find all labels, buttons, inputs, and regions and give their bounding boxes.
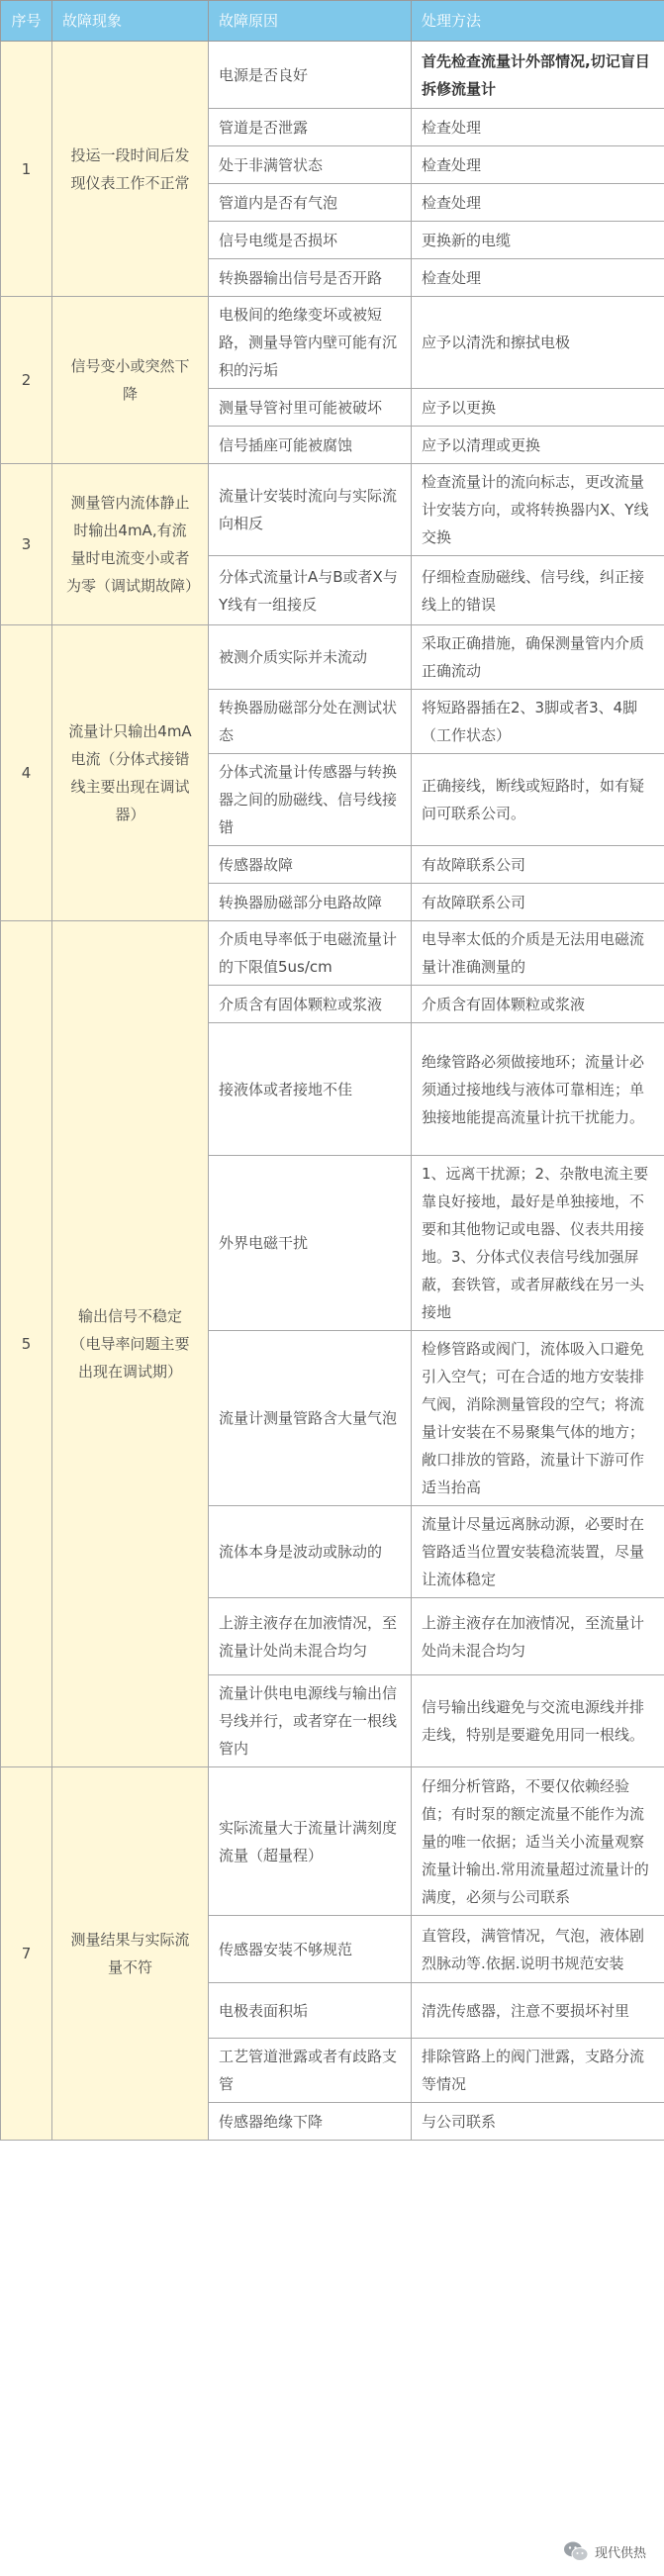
- method-cell: 检查处理: [412, 146, 664, 184]
- cause-cell: 接液体或者接地不佳: [209, 1023, 412, 1156]
- cause-cell: 实际流量大于流量计满刻度流量（超量程）: [209, 1767, 412, 1916]
- method-cell: 检查流量计的流向标志，更改流量计安装方向，或将转换器内X、Y线交换: [412, 464, 664, 556]
- cause-cell: 管道是否泄露: [209, 109, 412, 146]
- watermark: [563, 2540, 646, 2562]
- method-cell: 检查处理: [412, 259, 664, 297]
- method-cell: 上游主液存在加液情况，至流量计处尚未混合均匀: [412, 1598, 664, 1675]
- cause-cell: 被测介质实际并未流动: [209, 625, 412, 690]
- method-cell: 检查处理: [412, 109, 664, 146]
- cause-cell: 介质电导率低于电磁流量计的下限值5us/cm: [209, 921, 412, 986]
- seq-cell: 3: [1, 464, 52, 625]
- method-cell: 应予以清理或更换: [412, 427, 664, 464]
- phenomenon-cell: 测量结果与实际流量不符: [52, 1767, 209, 2141]
- method-cell: 电导率太低的介质是无法用电磁流量计准确测量的: [412, 921, 664, 986]
- method-cell: 绝缘管路必须做接地环；流量计必须通过接地线与液体可靠相连；单独接地能提高流量计抗干扰能力。: [412, 1023, 664, 1156]
- cause-cell: 分体式流量计A与B或者X与Y线有一组接反: [209, 556, 412, 625]
- phenomenon-cell: 输出信号不稳定（电导率问题主要出现在调试期）: [52, 921, 209, 1767]
- method-cell: 直管段，满管情况，气泡，液体剧烈脉动等.依据.说明书规范安装: [412, 1916, 664, 1983]
- cause-cell: 信号插座可能被腐蚀: [209, 427, 412, 464]
- method-cell: 更换新的电缆: [412, 222, 664, 259]
- phenomenon-cell: 信号变小或突然下降: [52, 297, 209, 464]
- cause-cell: 外界电磁干扰: [209, 1156, 412, 1331]
- method-cell: 首先检查流量计外部情况,切记盲目拆修流量计: [412, 42, 664, 109]
- cause-cell: 测量导管衬里可能被破坏: [209, 389, 412, 427]
- cause-cell: 介质含有固体颗粒或浆液: [209, 986, 412, 1023]
- cause-cell: 处于非满管状态: [209, 146, 412, 184]
- table-row: [1, 464, 664, 556]
- cause-cell: 传感器安装不够规范: [209, 1916, 412, 1983]
- cause-cell: 工艺管道泄露或者有歧路支管: [209, 2039, 412, 2103]
- method-cell: 仔细分析管路，不要仅依赖经验值；有时泵的额定流量不能作为流量的唯一依据；适当关小流量观察流量计输出.常用流量超过流量计的满度，必须与公司联系: [412, 1767, 664, 1916]
- seq-cell: 4: [1, 625, 52, 921]
- method-cell: 采取正确措施，确保测量管内介质正确流动: [412, 625, 664, 690]
- phenomenon-cell: 流量计只输出4mA电流（分体式接错线主要出现在调试器）: [52, 625, 209, 921]
- method-cell: 清洗传感器，注意不要损坏衬里: [412, 1983, 664, 2039]
- phenomenon-cell: 测量管内流体静止时输出4mA,有流量时电流变小或者为零（调试期故障）: [52, 464, 209, 625]
- cause-cell: 转换器励磁部分处在测试状态: [209, 690, 412, 754]
- seq-cell: 7: [1, 1767, 52, 2141]
- cause-cell: 转换器励磁部分电路故障: [209, 884, 412, 921]
- method-cell: 检修管路或阀门，流体吸入口避免引入空气；可在合适的地方安装排气阀，消除测量管段的空气；将流量计安装在不易聚集气体的地方；敞口排放的管路，流量计下游可作适当抬高: [412, 1331, 664, 1506]
- header-method: 处理方法: [412, 1, 664, 42]
- method-cell: 正确接线，断线或短路时，如有疑问可联系公司。: [412, 754, 664, 846]
- seq-cell: 2: [1, 297, 52, 464]
- table-row: [1, 42, 664, 109]
- seq-cell: 5: [1, 921, 52, 1767]
- method-cell: 应予以更换: [412, 389, 664, 427]
- cause-cell: 传感器故障: [209, 846, 412, 884]
- method-cell: 与公司联系: [412, 2103, 664, 2141]
- cause-cell: 流量计安装时流向与实际流向相反: [209, 464, 412, 556]
- cause-cell: 分体式流量计传感器与转换器之间的励磁线、信号线接错: [209, 754, 412, 846]
- cause-cell: 电极表面积垢: [209, 1983, 412, 2039]
- phenomenon-cell: 投运一段时间后发现仪表工作不正常: [52, 42, 209, 297]
- method-cell: 有故障联系公司: [412, 846, 664, 884]
- table-row: [1, 625, 664, 690]
- watermark-text: 现代供热: [594, 2545, 646, 2561]
- cause-cell: 电极间的绝缘变坏或被短路，测量导管内壁可能有沉积的污垢: [209, 297, 412, 389]
- cause-cell: 信号电缆是否损坏: [209, 222, 412, 259]
- cause-cell: 转换器输出信号是否开路: [209, 259, 412, 297]
- cause-cell: 上游主液存在加液情况，至流量计处尚未混合均匀: [209, 1598, 412, 1675]
- method-cell: 检查处理: [412, 184, 664, 222]
- cause-cell: 流量计测量管路含大量气泡: [209, 1331, 412, 1506]
- header-row: [1, 1, 664, 42]
- cause-cell: 流体本身是波动或脉动的: [209, 1506, 412, 1598]
- cause-cell: 管道内是否有气泡: [209, 184, 412, 222]
- table-row: [1, 297, 664, 389]
- header-phenomenon: 故障现象: [52, 1, 209, 42]
- header-cause: 故障原因: [209, 1, 412, 42]
- method-cell: 信号输出线避免与交流电源线并排走线，特别是要避免用同一根线。: [412, 1675, 664, 1767]
- method-cell: 排除管路上的阀门泄露，支路分流等情况: [412, 2039, 664, 2103]
- method-cell: 流量计尽量远离脉动源，必要时在管路适当位置安装稳流装置，尽量让流体稳定: [412, 1506, 664, 1598]
- table-row: [1, 921, 664, 986]
- table-body: [1, 42, 664, 2141]
- seq-cell: 1: [1, 42, 52, 297]
- table-row: [1, 1767, 664, 1916]
- wechat-logo-icon: [563, 2540, 589, 2562]
- method-cell: 介质含有固体颗粒或浆液: [412, 986, 664, 1023]
- cause-cell: 流量计供电电源线与输出信号线并行，或者穿在一根线管内: [209, 1675, 412, 1767]
- method-cell: 应予以清洗和擦拭电极: [412, 297, 664, 389]
- method-cell: 有故障联系公司: [412, 884, 664, 921]
- cause-cell: 电源是否良好: [209, 42, 412, 109]
- header-seq: 序号: [1, 1, 52, 42]
- method-cell: 1、远离干扰源；2、杂散电流主要靠良好接地，最好是单独接地，不要和其他物记或电器、仪表共用接地。3、分体式仪表信号线加强屏蔽，套铁管，或者屏蔽线在另一头接地: [412, 1156, 664, 1331]
- method-cell: 将短路器插在2、3脚或者3、4脚（工作状态）: [412, 690, 664, 754]
- method-cell: 仔细检查励磁线、信号线，纠正接线上的错误: [412, 556, 664, 625]
- cause-cell: 传感器绝缘下降: [209, 2103, 412, 2141]
